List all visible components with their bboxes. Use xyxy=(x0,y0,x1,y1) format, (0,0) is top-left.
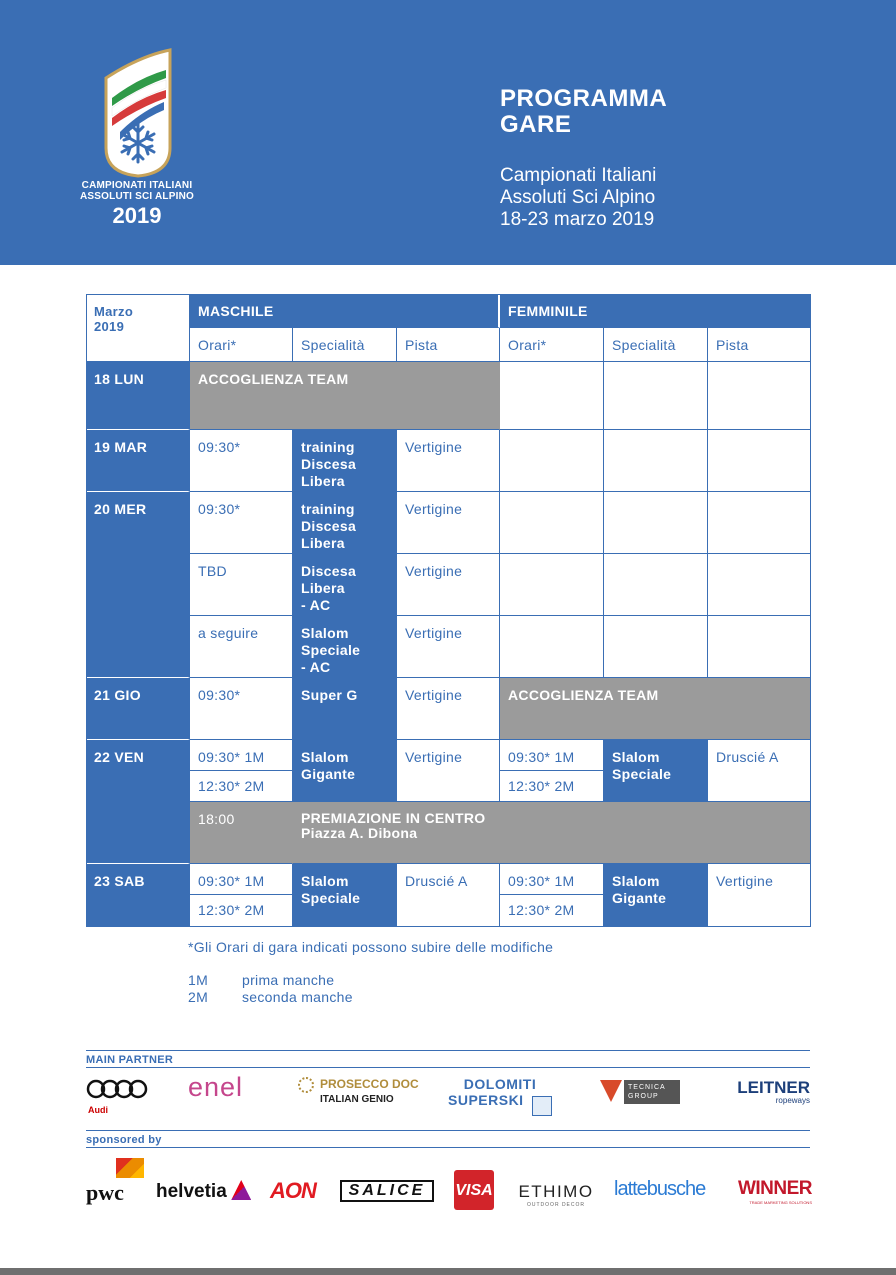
winner-line2: TRADE MARKETING SOLUTIONS xyxy=(749,1200,812,1205)
empty-cell xyxy=(500,554,604,616)
empty-cell xyxy=(604,492,708,554)
specialty-line: Libera xyxy=(301,535,345,551)
specialty-line: training xyxy=(301,439,355,455)
specialty-line: training xyxy=(301,501,355,517)
snowflake-shield-icon xyxy=(100,48,174,178)
specialty-cell xyxy=(293,864,397,927)
prosecco-line1: PROSECCO DOC xyxy=(320,1077,419,1091)
time-cell: 09:30* xyxy=(190,678,293,740)
page-title xyxy=(500,86,667,138)
specialty-cell xyxy=(293,554,397,616)
time-cell-first-run: 09:30* 1M xyxy=(190,740,293,771)
legend-code: 1M xyxy=(188,972,209,988)
pwc-blocks-icon xyxy=(116,1158,144,1178)
time-cell-second-run: 12:30* 2M xyxy=(190,771,293,802)
helvetia-label: helvetia xyxy=(156,1181,227,1202)
specialty-line: Libera xyxy=(301,580,345,596)
specialty-cell: Super G xyxy=(293,678,397,740)
col-header-female-times: Orari* xyxy=(500,328,604,362)
tecnica-mark-icon xyxy=(600,1080,622,1102)
time-cell-second-run: 12:30* 2M xyxy=(500,895,604,927)
visa-label: VISA xyxy=(455,1182,493,1199)
tecnica-line1: TECNICA xyxy=(628,1084,666,1091)
welcome-male-18: ACCOGLIENZA TEAM xyxy=(190,362,500,430)
ethimo-logo xyxy=(514,1182,598,1208)
dolomiti-line2: SUPERSKI xyxy=(448,1092,524,1108)
course-cell: Vertigine xyxy=(397,430,500,492)
visa-logo xyxy=(454,1170,494,1210)
empty-cell xyxy=(604,554,708,616)
specialty-cell xyxy=(293,430,397,492)
prosecco-line2: ITALIAN GENIO xyxy=(320,1094,394,1105)
specialty-line: Discesa xyxy=(301,563,357,579)
title-line1: PROGRAMMA xyxy=(500,85,668,112)
specialty-cell xyxy=(293,492,397,554)
logo-year: 2019 xyxy=(112,203,162,228)
tecnica-logo xyxy=(600,1080,680,1104)
salice-logo: SALICE xyxy=(340,1180,434,1202)
specialty-line: Slalom xyxy=(301,873,349,889)
empty-cell xyxy=(708,430,811,492)
leitner-line2: ropeways xyxy=(775,1096,810,1105)
legend-text: prima manche xyxy=(242,972,335,988)
pwc-label: pwc xyxy=(86,1180,124,1205)
empty-cell xyxy=(708,554,811,616)
specialty-line: Discesa xyxy=(301,456,357,472)
empty-cell xyxy=(500,492,604,554)
logo-caption-line2: ASSOLUTI SCI ALPINO xyxy=(80,191,194,202)
dolomiti-logo xyxy=(448,1076,552,1108)
legend-code: 2M xyxy=(188,989,209,1005)
course-cell: Druscié A xyxy=(708,740,811,802)
col-header-male-specialty: Specialità xyxy=(293,328,397,362)
welcome-female-21: ACCOGLIENZA TEAM xyxy=(500,678,811,740)
time-cell-first-run: 09:30* 1M xyxy=(190,864,293,895)
time-cell: 09:30* xyxy=(190,492,293,554)
prosecco-seal-icon xyxy=(298,1077,314,1093)
tecnica-box xyxy=(624,1080,680,1104)
specialty-cell xyxy=(604,740,708,802)
course-cell: Vertigine xyxy=(708,864,811,927)
specialty-line: Slalom xyxy=(301,625,349,641)
leitner-line1: LEITNER xyxy=(737,1078,810,1097)
course-cell: Vertigine xyxy=(397,616,500,678)
divider xyxy=(86,1130,810,1131)
schedule-disclaimer: *Gli Orari di gara indicati possono subire delle modifiche xyxy=(188,939,554,955)
legend-second-run xyxy=(188,989,353,1005)
subtitle-line1: Campionati Italiani xyxy=(500,165,657,186)
course-cell: Vertigine xyxy=(397,492,500,554)
lattebusche-logo: lattebusche xyxy=(614,1178,706,1200)
subtitle-line3: 18-23 marzo 2019 xyxy=(500,209,655,230)
time-cell-second-run: 12:30* 2M xyxy=(190,895,293,927)
empty-cell xyxy=(708,362,811,430)
specialty-line: Slalom xyxy=(612,749,660,765)
empty-cell xyxy=(500,430,604,492)
specialty-line: - AC xyxy=(301,659,331,675)
specialty-line: Discesa xyxy=(301,518,357,534)
group-header-male: MASCHILE xyxy=(190,294,500,328)
aon-logo: AON xyxy=(270,1178,316,1203)
title-line2: GARE xyxy=(500,111,572,138)
course-cell: Vertigine xyxy=(397,740,500,802)
col-header-male-times: Orari* xyxy=(190,328,293,362)
audi-logo xyxy=(86,1078,150,1116)
divider xyxy=(86,1067,810,1068)
day-cell-23: 23 SAB xyxy=(86,864,190,927)
ethimo-line2: OUTDOOR DECOR xyxy=(527,1202,585,1208)
empty-cell xyxy=(500,616,604,678)
specialty-line: Gigante xyxy=(301,766,356,782)
month-cell xyxy=(86,294,190,362)
course-cell: Vertigine xyxy=(397,554,500,616)
col-header-female-specialty: Specialità xyxy=(604,328,708,362)
divider xyxy=(86,1147,810,1148)
time-cell-first-run: 09:30* 1M xyxy=(500,864,604,895)
tecnica-line2: GROUP xyxy=(628,1093,659,1100)
course-cell: Vertigine xyxy=(397,678,500,740)
specialty-line: Slalom xyxy=(301,749,349,765)
month-label: Marzo xyxy=(94,304,134,319)
month-year: 2019 xyxy=(94,319,125,334)
audi-label: Audi xyxy=(88,1105,108,1115)
day-cell-22: 22 VEN xyxy=(86,740,190,864)
empty-cell xyxy=(500,362,604,430)
main-partner-label: MAIN PARTNER xyxy=(86,1054,174,1066)
ceremony-time: 18:00 xyxy=(190,802,293,864)
logo-caption xyxy=(70,180,204,202)
specialty-line: Speciale xyxy=(301,642,361,658)
legend-text: seconda manche xyxy=(242,989,353,1005)
ceremony-cell xyxy=(293,802,811,864)
day-cell-21: 21 GIO xyxy=(86,678,190,740)
schedule-table xyxy=(86,294,811,927)
sponsored-label: sponsored by xyxy=(86,1134,162,1146)
empty-cell xyxy=(604,430,708,492)
specialty-cell xyxy=(293,740,397,802)
dolomiti-badge-icon xyxy=(532,1096,552,1116)
enel-logo: enel xyxy=(188,1072,244,1102)
time-cell: 09:30* xyxy=(190,430,293,492)
dolomiti-line1: DOLOMITI xyxy=(463,1076,537,1092)
group-header-female: FEMMINILE xyxy=(500,294,811,328)
subtitle-line2: Assoluti Sci Alpino xyxy=(500,187,656,208)
divider xyxy=(86,1050,810,1051)
specialty-cell xyxy=(293,616,397,678)
specialty-cell xyxy=(604,864,708,927)
prosecco-logo xyxy=(298,1077,419,1105)
specialty-line: - AC xyxy=(301,597,331,613)
day-cell-20: 20 MER xyxy=(86,492,190,678)
bottom-bar xyxy=(0,1268,896,1275)
empty-cell xyxy=(604,616,708,678)
page-subtitle xyxy=(500,165,656,231)
ceremony-place: Piazza A. Dibona xyxy=(301,825,418,841)
logo-caption-line1: CAMPIONATI ITALIANI xyxy=(81,180,193,191)
specialty-line: Libera xyxy=(301,473,345,489)
helvetia-mark-icon xyxy=(231,1180,251,1200)
ethimo-line1: ETHIMO xyxy=(518,1182,594,1201)
col-header-male-course: Pista xyxy=(397,328,500,362)
specialty-line: Speciale xyxy=(301,890,361,906)
leitner-logo xyxy=(722,1078,810,1105)
day-cell-18: 18 LUN xyxy=(86,362,190,430)
col-header-female-course: Pista xyxy=(708,328,811,362)
specialty-line: Slalom xyxy=(612,873,660,889)
empty-cell xyxy=(708,616,811,678)
winner-logo xyxy=(726,1178,812,1205)
audi-rings-icon xyxy=(86,1078,150,1100)
time-cell-first-run: 09:30* 1M xyxy=(500,740,604,771)
course-cell: Druscié A xyxy=(397,864,500,927)
specialty-line: Speciale xyxy=(612,766,672,782)
empty-cell xyxy=(708,492,811,554)
helvetia-logo xyxy=(156,1180,251,1203)
empty-cell xyxy=(604,362,708,430)
header-banner xyxy=(0,0,896,265)
ceremony-title: PREMIAZIONE IN CENTRO xyxy=(301,810,486,826)
pwc-logo xyxy=(86,1158,124,1206)
specialty-line: Gigante xyxy=(612,890,667,906)
championship-logo xyxy=(100,48,174,178)
legend-first-run xyxy=(188,972,334,988)
day-cell-19: 19 MAR xyxy=(86,430,190,492)
time-cell-second-run: 12:30* 2M xyxy=(500,771,604,802)
winner-line1: WINNER xyxy=(737,1178,812,1199)
time-cell: TBD xyxy=(190,554,293,616)
time-cell: a seguire xyxy=(190,616,293,678)
